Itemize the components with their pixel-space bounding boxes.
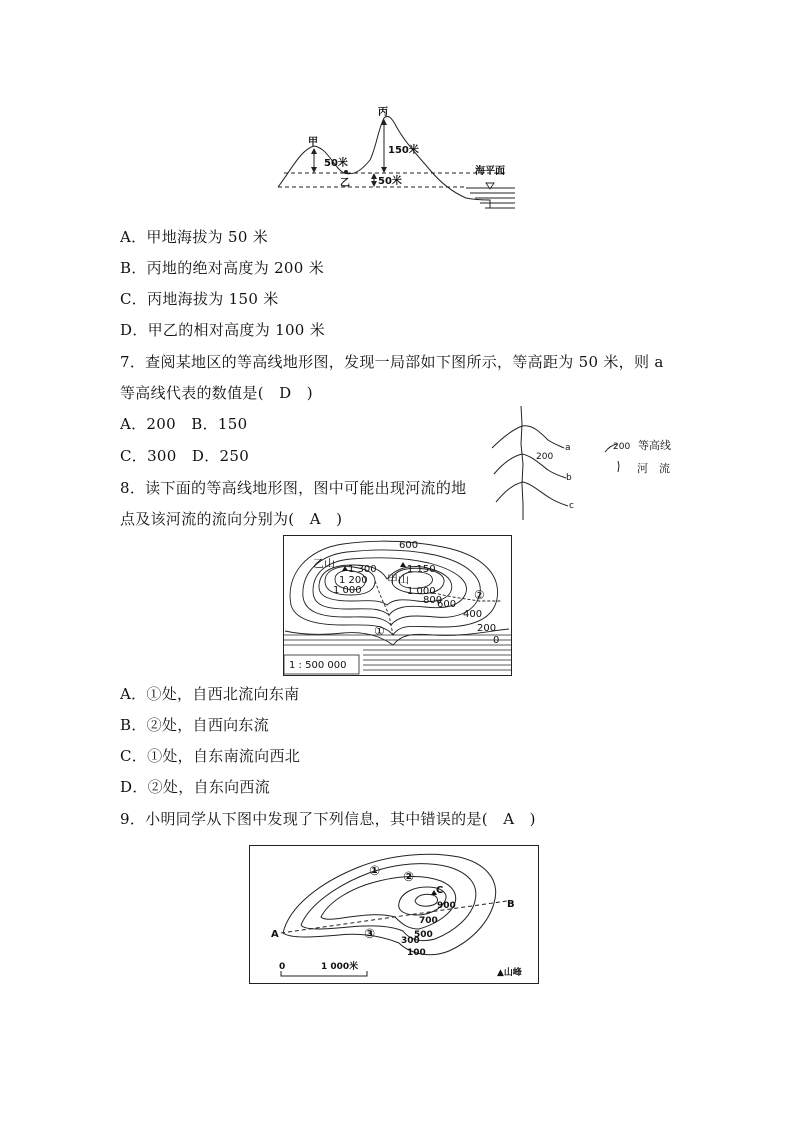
q8-scale: 1 : 500 000: [289, 660, 347, 671]
q6-label-bing: 丙: [378, 107, 388, 118]
q7-label-b: b: [566, 473, 572, 483]
q7-label-a: a: [565, 443, 571, 453]
q9-point-a: A: [271, 929, 279, 940]
q8-contour-400: 400: [463, 609, 483, 620]
q7-label-200: 200: [536, 452, 554, 462]
q6-label-jia: 甲: [308, 137, 318, 148]
q8-contour-1200: 1 200: [339, 575, 368, 586]
q6-height-50-top: 50米: [324, 158, 348, 169]
q8-option-d: D．②处，自东向西流: [120, 778, 271, 796]
q8-option-c: C．①处，自东南流向西北: [120, 747, 301, 765]
q8-contour-1000-right: 1 000: [407, 586, 436, 597]
q7-contour-b: [494, 454, 566, 478]
q7-legend-value: 200: [613, 442, 631, 452]
q6-option-c: C．丙地海拔为 150 米: [120, 290, 279, 308]
q8-stem-line2: 点及该河流的流向分别为( A ): [120, 510, 343, 528]
q8-contour-map: [283, 535, 512, 676]
q9-contour-900: 900: [437, 901, 456, 911]
q9-legend-peak: ▲山峰: [497, 968, 522, 978]
q6-height-50-bottom: 50米: [378, 176, 402, 187]
q8-contour-200: 200: [477, 623, 497, 634]
q6-height-150: 150米: [388, 145, 419, 156]
q9-scale-distance: 1 000米: [321, 962, 359, 972]
q7-stem-line1: 7．查阅某地区的等高线地形图，发现一局部如下图所示，等高距为 50 米，则 a: [120, 353, 664, 371]
q8-peak-yi: 1 300: [348, 564, 377, 575]
q7-stem-line2: 等高线代表的数值是( D ): [120, 384, 313, 402]
q6-elevation-diagram: [270, 100, 530, 212]
q9-point-b: B: [507, 899, 515, 910]
q8-contour-600-right: 600: [437, 599, 457, 610]
q9-mark-1: ①: [369, 864, 381, 879]
q9-mark-2: ②: [403, 870, 415, 885]
q8-mark-2: ②: [474, 588, 485, 602]
q9-stem: 9．小明同学从下图中发现了下列信息，其中错误的是( A ): [120, 810, 536, 828]
q6-option-a: A．甲地海拔为 50 米: [120, 228, 269, 246]
q9-contour-map: [249, 845, 539, 984]
q9-contour-100: 100: [407, 948, 426, 958]
q8-option-b: B．②处，自西向东流: [120, 716, 270, 734]
q7-legend-river: 河 流: [637, 462, 670, 475]
q8-option-a: A．①处，自西北流向东南: [120, 685, 300, 703]
q9-point-c: C: [436, 885, 444, 896]
q8-stem-line1: 8．读下面的等高线地形图，图中可能出现河流的地: [120, 479, 467, 497]
q8-contour-0: 0: [493, 635, 500, 646]
q9-contour-300: 300: [401, 936, 420, 946]
q9-contour-700: 700: [419, 916, 438, 926]
q9-contour-500: 500: [414, 930, 433, 940]
q8-label-jiashan: 甲山: [387, 573, 409, 586]
q7-options-ab: A．200 B．150: [120, 415, 248, 433]
q7-contour-a: [492, 426, 564, 448]
q7-contour-figure: [488, 404, 683, 524]
q7-river: [521, 406, 523, 520]
q8-contour-800: 800: [423, 595, 443, 606]
q6-option-b: B．丙地的绝对高度为 200 米: [120, 259, 324, 277]
q8-peak-jia: 1 150: [407, 564, 436, 575]
q6-label-yi: 乙: [340, 178, 350, 189]
q9-scale-zero: 0: [279, 962, 286, 972]
q6-sea-level-label: 海平面: [475, 166, 505, 177]
q7-legend-contour: 等高线: [638, 439, 671, 452]
q8-mark-1: ①: [374, 624, 385, 638]
q8-contour-600-top: 600: [399, 540, 419, 551]
q7-label-c: c: [569, 501, 574, 511]
q6-option-d: D．甲乙的相对高度为 100 米: [120, 321, 325, 339]
q7-contour-c: [496, 482, 568, 506]
q9-mark-3: ③: [364, 927, 376, 942]
q7-options-cd: C．300 D．250: [120, 447, 250, 465]
q8-label-yishan: 乙山: [313, 557, 335, 570]
q8-contour-1000-left: 1 000: [333, 585, 362, 596]
